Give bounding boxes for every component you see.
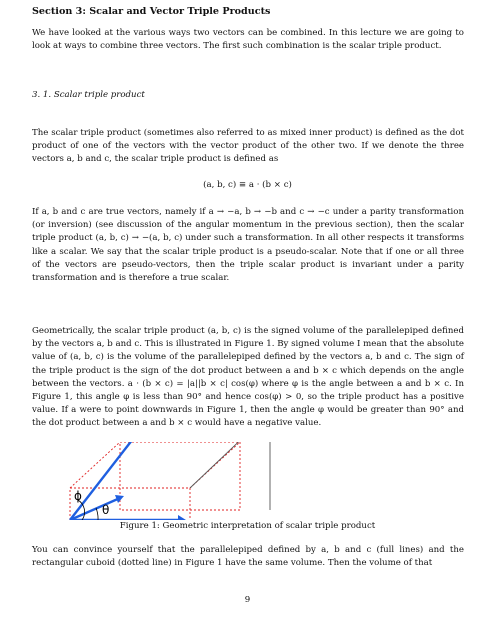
figure-caption: Figure 1: Geometric interpretation of scalar triple product: [119, 521, 376, 531]
page-number: 9: [244, 595, 251, 605]
vectors: [70, 442, 180, 520]
geometry-paragraph: Geometrically, the scalar triple product (a, b, c) is the signed volume of the parallelepiped defined by the vectors a, b and c. This is illustrated in Figure 1. By signed volume I mean that the absolute value of (a, b, c) is the volume of the parallelepiped defined by the vectors a, b and c. The sign of the triple product is the sign of the dot product between a and b × c which depends on the angle between the vectors. a · (b × c) = |a||b × c| cos(φ) where φ is the angle between a and b × c. In Figure 1, this angle φ is less than 90° and hence cos(φ) > 0, so the triple product has a positive value. If a were to point downwards in Figure 1, then the angle φ would be greater than 90° and the dot product between a and b × c would have a negative value.: [32, 326, 464, 429]
theta-arc: [96, 508, 98, 520]
phi-label: ϕ: [74, 489, 82, 503]
definition-paragraph: The scalar triple product (sometimes also referred to as mixed inner product) is defined as the dot product of one of the vectors with the vector product of the other two. If we denote the three vectors a, b and c, the scalar triple product is defined as: [32, 128, 464, 165]
parallelepiped-edges: [152, 442, 345, 510]
arrow-head-b: [178, 515, 186, 520]
parity-paragraph: If a, b and c are true vectors, namely if a → −a, b → −b and c → −c under a parity transformation (or inversion) (see discussion of the angular momentum in the previous section), then the scalar triple product (a, b, c) → −(a, b, c) under such a transformation. In all other respects it transforms like a scalar. We say that the scalar triple product is a pseudo-scalar. Note that if one or all three of the vectors are pseudo-vectors, then the triple scalar product is invariant under a parity transformation and is therefore a true scalar.: [32, 207, 464, 284]
closing-paragraph: You can convince yourself that the parallelepiped defined by a, b and c (full lines) and the rectangular cuboid (dotted line) in Figure 1 have the same volume. Then the volume of that: [32, 545, 464, 569]
intro-paragraph: We have looked at the various ways two vectors can be combined. In this lecture we are going to look at ways to combine three vectors. The first such combination is the scalar triple product.: [32, 28, 464, 52]
parallelepiped-figure: [60, 442, 370, 520]
vector-a: [70, 442, 150, 520]
triple-product-formula: (a, b, c) ≡ a · (b × c): [203, 180, 292, 190]
subsection-title: 3. 1. Scalar triple product: [32, 90, 145, 100]
section-title: Section 3: Scalar and Vector Triple Products: [32, 6, 271, 17]
theta-label: θ: [102, 503, 110, 517]
